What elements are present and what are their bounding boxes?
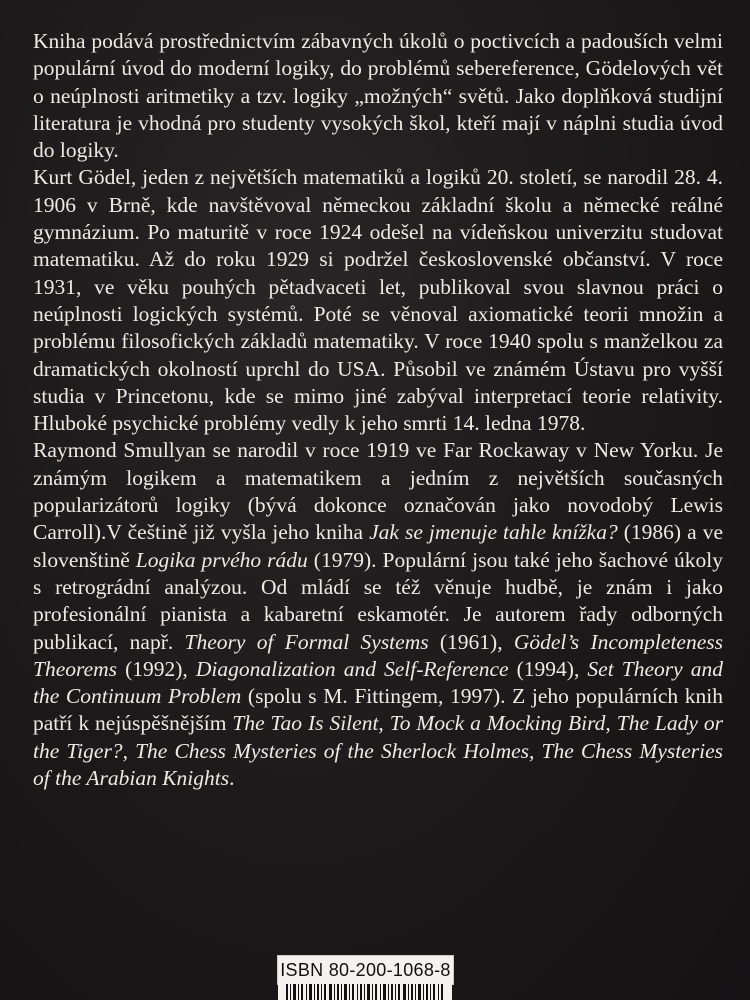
book-title: The Tao Is Silent bbox=[232, 711, 379, 736]
book-title: The Lady or the Tiger? bbox=[33, 711, 723, 763]
book-title: The Chess Mysteries of the Sherlock Holmes bbox=[135, 738, 530, 763]
isbn-label: ISBN 80-200-1068-8 bbox=[277, 955, 454, 985]
barcode bbox=[278, 984, 452, 1000]
book-title: Jak se jmenuje tahle knížka? bbox=[369, 520, 618, 545]
book-title: The Chess Mysteries of the Arabian Knights bbox=[33, 738, 724, 791]
book-title: Logika prvého rádu bbox=[135, 547, 308, 572]
book-title: Diagonalization and Self-Reference bbox=[195, 656, 509, 681]
barcode-graphic bbox=[278, 984, 452, 1000]
blurb-text bbox=[33, 28, 723, 792]
text-span: (1992), bbox=[117, 656, 196, 681]
smullyan-bio-paragraph bbox=[33, 437, 723, 792]
text-span: Raymond Smullyan se narodil v roce 1919 ve Far Rockaway v New Yorku. Je známým logikem a matematikem a jedním z největších současných popularizátorů logiky (bývá dokonce označován jako novodobý Lewis Carroll).V češtině již vyšla jeho kniha bbox=[33, 438, 723, 545]
text-span: (spolu s M. Fittingem, 1997). Z jeho populárních knih patří k nejúspěšnějším bbox=[33, 684, 723, 736]
book-title: To Mock a Mocking Bird bbox=[389, 711, 606, 736]
book-title: Theory of Formal Systems bbox=[184, 629, 429, 654]
text-span: , bbox=[378, 711, 390, 736]
text-span: . bbox=[229, 766, 235, 791]
text-span: (1994), bbox=[508, 656, 588, 681]
text-span: (1961), bbox=[428, 629, 514, 654]
text-span: (1979). Populární jsou také jeho šachové úkoly s retrográdní analýzou. Od mládí se též věnuje hudbě, je znám i jako profesionální pianista a kabaretní eskamotér. Je autorem řady odborných publikací, např. bbox=[33, 547, 723, 654]
book-description-paragraph: Kniha podává prostřednictvím zábavných úkolů o poctivcích a padouších velmi populární úvod do moderní logiky, do problémů sebereference, Gödelových vět o neúplnosti aritmetiky a tzv. logiky „možných“ světů. Jako doplňková studijní literatura je vhodná pro studenty vysokých škol, kteří mají v náplni studia úvod do logiky. bbox=[33, 29, 723, 163]
book-title: Set Theory and the Continuum Problem bbox=[33, 656, 723, 709]
book-title: Gödel’s Incompleteness Theorems bbox=[33, 629, 723, 681]
text-span: , bbox=[529, 738, 542, 763]
text-span: (1986) a ve slovenštině bbox=[33, 520, 723, 572]
goedel-bio-paragraph: Kurt Gödel, jeden z největších matematiků a logiků 20. století, se narodil 28. 4. 1906 v Brně, kde navštěvoval německou základní školu a německé reálné gymnázium. Po maturitě v roce 1924 odešel na vídeňskou univerzitu studovat matematiku. Až do roku 1929 si podržel československé občanství. V roce 1931, ve věku pouhých pětadvaceti let, publikoval svou slavnou práci o neúplnosti logických systémů. Poté se věnoval axiomatické teorii množin a problému filosofických základů matematiky. V roce 1940 spolu s manželkou za dramatických okolností uprchl do USA. Působil ve známém Ústavu pro vyšší studia v Princetonu, kde se mimo jiné zabýval interpretací teorie relativity. Hluboké psychické problémy vedly k jeho smrti 14. ledna 1978. bbox=[33, 165, 723, 436]
text-span: , bbox=[122, 738, 136, 763]
text-span: , bbox=[605, 711, 617, 736]
